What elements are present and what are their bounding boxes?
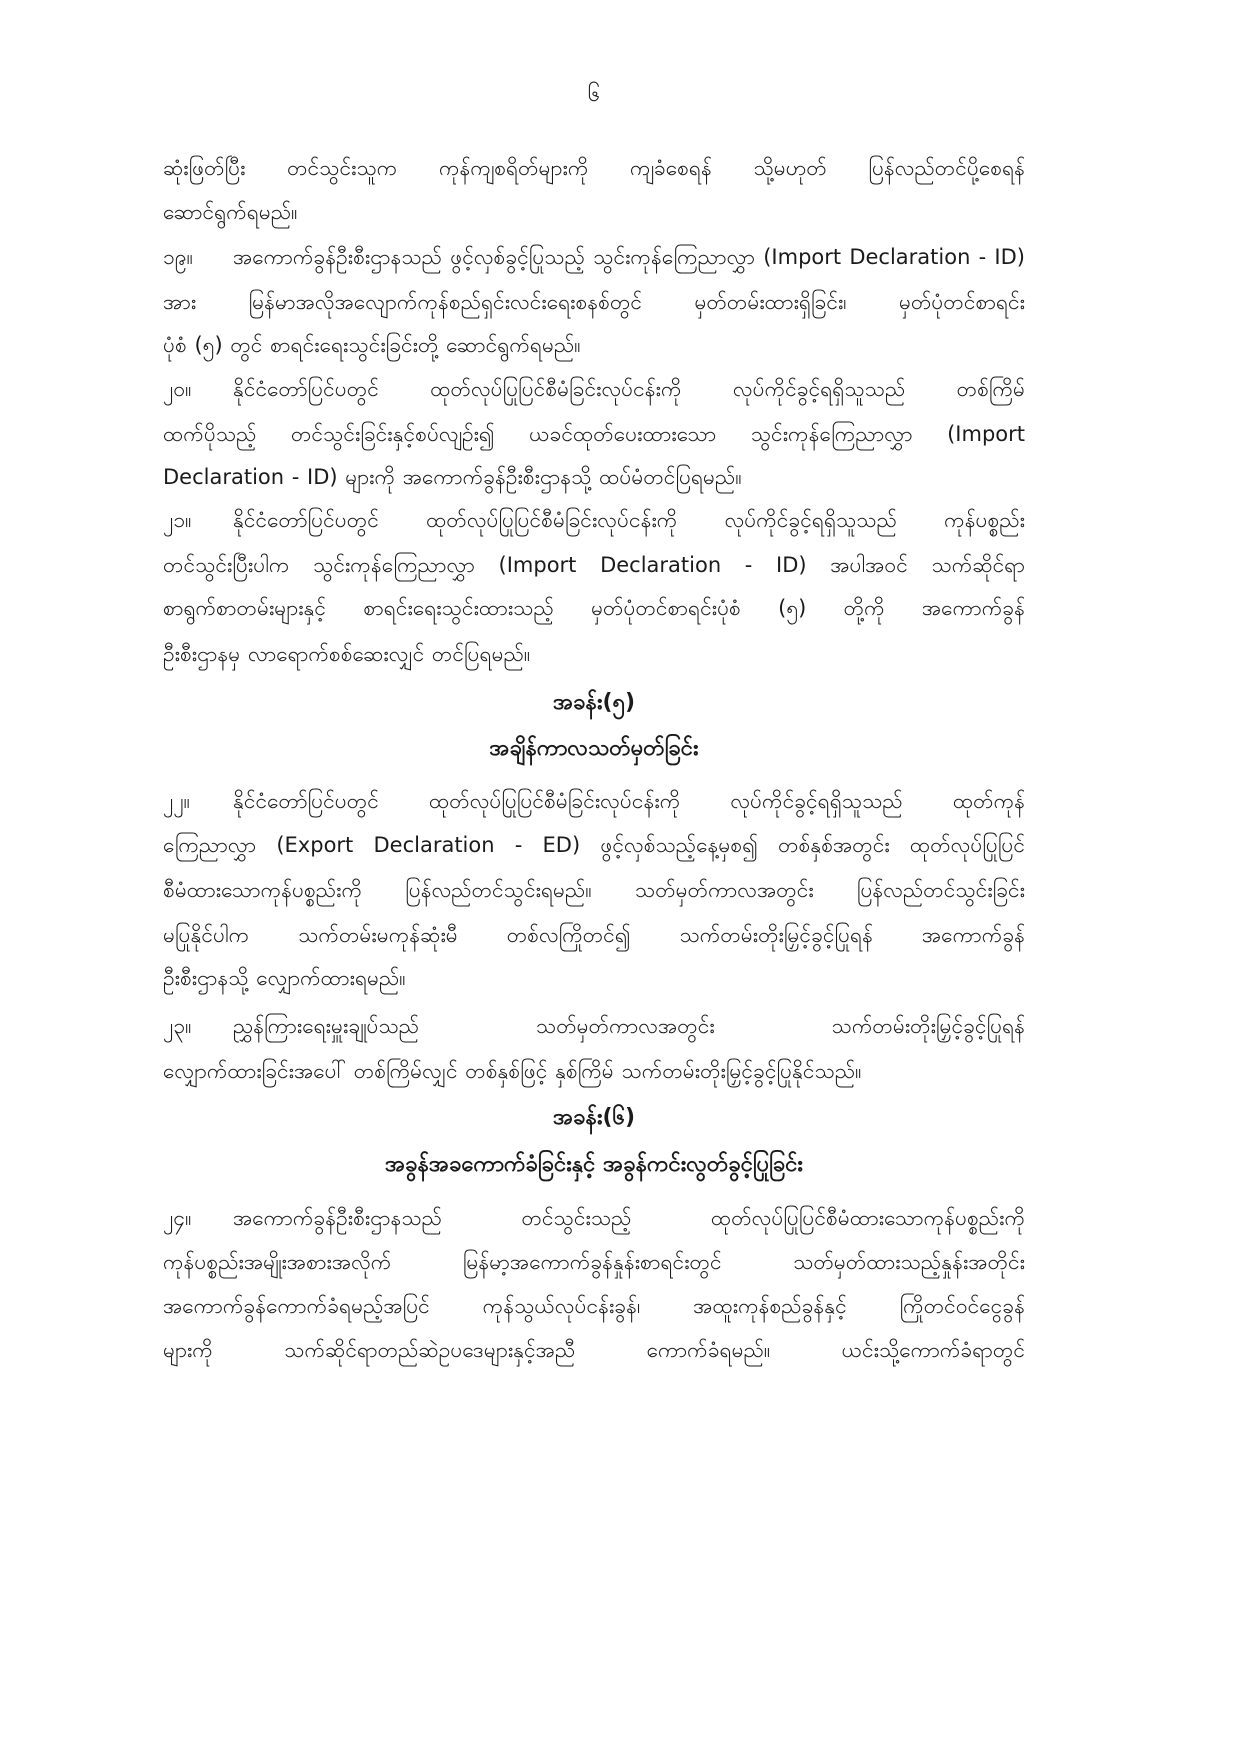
paragraph-line: မပြုနိုင်ပါက သက်တမ်းမကုန်ဆုံးမီ တစ်လကြိုတင်၍ သက်တမ်းတိုးမြှင့်ခွင့်ပြုရန် အကောက်ခွန် — [163, 923, 1025, 947]
paragraph-line: စီမံထားသောကုန်ပစ္စည်းကို ပြန်လည်တင်သွင်းရမည်။ သတ်မှတ်ကာလအတွင်း ပြန်လည်တင်သွင်းခြင်း — [163, 878, 1025, 902]
page-number: ၆ — [587, 82, 601, 107]
paragraph-line: နိုင်ငံတော်ပြင်ပတွင် ထုတ်လုပ်ပြုပြင်စီမံခြင်းလုပ်ငန်းကို လုပ်ကိုင်ခွင့်ရရှိသူသည် ကုန်ပစ္စည်း — [233, 508, 1025, 532]
paragraph-line: ဆောင်ရွက်ရမည်။ — [163, 200, 298, 224]
paragraph-line: Declaration - ID) များကို အကောက်ခွန်ဦးစီးဌာနသို့ ထပ်မံတင်ပြရမည်။ — [163, 465, 742, 489]
paragraph-line: အကောက်ခွန်ကောက်ခံရမည့်အပြင် ကုန်သွယ်လုပ်ငန်းခွန်၊ အထူးကုန်စည်ခွန်နှင့် ကြိုတင်ဝင်ငွေခွန် — [163, 1294, 1025, 1318]
paragraph-line: နိုင်ငံတော်ပြင်ပတွင် ထုတ်လုပ်ပြုပြင်စီမံခြင်းလုပ်ငန်းကို လုပ်ကိုင်ခွင့်ရရှိသူသည် ထုတ်ကုန် — [233, 789, 1025, 813]
paragraph-line: အား မြန်မာအလိုအလျောက်ကုန်စည်ရှင်းလင်းရေးစနစ်တွင် မှတ်တမ်းထားရှိခြင်း၊ မှတ်ပုံတင်စာရင်း — [163, 290, 1025, 314]
chapter-heading: အခန်း(၆) — [552, 1105, 636, 1130]
paragraph-line: ကြေညာလွှာ (Export Declaration - ED) ဖွင့်လှစ်သည့်နေ့မှစ၍ တစ်နှစ်အတွင်း ထုတ်လုပ်ပြုပြင် — [163, 833, 1025, 857]
paragraph-number: ၂၁။ — [163, 508, 192, 532]
chapter-title: အချိန်ကာလသတ်မှတ်ခြင်း — [489, 736, 699, 761]
paragraph-line: တင်သွင်းပြီးပါက သွင်းကုန်ကြေညာလွှာ (Import Declaration - ID) အပါအဝင် သက်ဆိုင်ရာ — [163, 553, 1025, 577]
paragraph-line: ညွှန်ကြားရေးမှူးချုပ်သည် သတ်မှတ်ကာလအတွင်း သက်တမ်းတိုးမြှင့်ခွင့်ပြုရန် — [233, 1014, 1025, 1038]
paragraph-line: ဆုံးဖြတ်ပြီး တင်သွင်းသူက ကုန်ကျစရိတ်များကို ကျခံစေရန် သို့မဟုတ် ပြန်လည်တင်ပို့စေရန် — [163, 156, 1025, 180]
paragraph-line: ဦးစီးဌာနမှ လာရောက်စစ်ဆေးလျှင် တင်ပြရမည်။ — [163, 642, 531, 666]
paragraph-number: ၂၀။ — [163, 377, 192, 401]
paragraph-line: ထက်ပိုသည့် တင်သွင်းခြင်းနှင့်စပ်လျဉ်း၍ ယခင်ထုတ်ပေးထားသော သွင်းကုန်ကြေညာလွှာ (Import — [163, 422, 1025, 446]
paragraph-number: ၂၄။ — [163, 1206, 192, 1230]
chapter-heading: အခန်း(၅) — [552, 690, 636, 715]
paragraph-number: ၂၂။ — [163, 789, 190, 813]
paragraph-number: ၁၉။ — [163, 245, 193, 269]
paragraph-line: နိုင်ငံတော်ပြင်ပတွင် ထုတ်လုပ်ပြုပြင်စီမံခြင်းလုပ်ငန်းကို လုပ်ကိုင်ခွင့်ရရှိသူသည် တစ်ကြိမ် — [233, 377, 1025, 401]
paragraph-number: ၂၃။ — [163, 1014, 192, 1038]
paragraph-line: များကို သက်ဆိုင်ရာတည်ဆဲဥပဒေများနှင့်အညီ ကောက်ခံရမည်။ ယင်းသို့ကောက်ခံရာတွင် — [163, 1338, 1025, 1362]
paragraph-line: လျှောက်ထားခြင်းအပေါ် တစ်ကြိမ်လျှင် တစ်နှစ်ဖြင့် နှစ်ကြိမ် သက်တမ်းတိုးမြှင့်ခွင့်ပြုနိုင်သည်။ — [163, 1059, 862, 1083]
paragraph-line: ကုန်ပစ္စည်းအမျိုးအစားအလိုက် မြန်မာ့အကောက်ခွန်နှုန်းစာရင်းတွင် သတ်မှတ်ထားသည့်နှုန်းအတိုင်း — [163, 1250, 1025, 1274]
chapter-title: အခွန်အခကောက်ခံခြင်းနှင့် အခွန်ကင်းလွတ်ခွင့်ပြုခြင်း — [384, 1152, 804, 1177]
paragraph-line: အကောက်ခွန်ဦးစီးဌာနသည် တင်သွင်းသည့် ထုတ်လုပ်ပြုပြင်စီမံထားသောကုန်ပစ္စည်းကို — [233, 1206, 1025, 1230]
paragraph-line: စာရွက်စာတမ်းများနှင့် စာရင်းရေးသွင်းထားသည့် မှတ်ပုံတင်စာရင်းပုံစံ (၅) တို့ကို အကောက်ခွန် — [163, 596, 1025, 620]
paragraph-line: အကောက်ခွန်ဦးစီးဌာနသည် ဖွင့်လှစ်ခွင့်ပြုသည့် သွင်းကုန်ကြေညာလွှာ (Import Declaration - ID) — [233, 245, 1025, 269]
paragraph-line: ပုံစံ (၅) တွင် စာရင်းရေးသွင်းခြင်းတို့ ဆောင်ရွက်ရမည်။ — [163, 333, 581, 357]
paragraph-line: ဦးစီးဌာနသို့ လျှောက်ထားရမည်။ — [163, 966, 406, 990]
